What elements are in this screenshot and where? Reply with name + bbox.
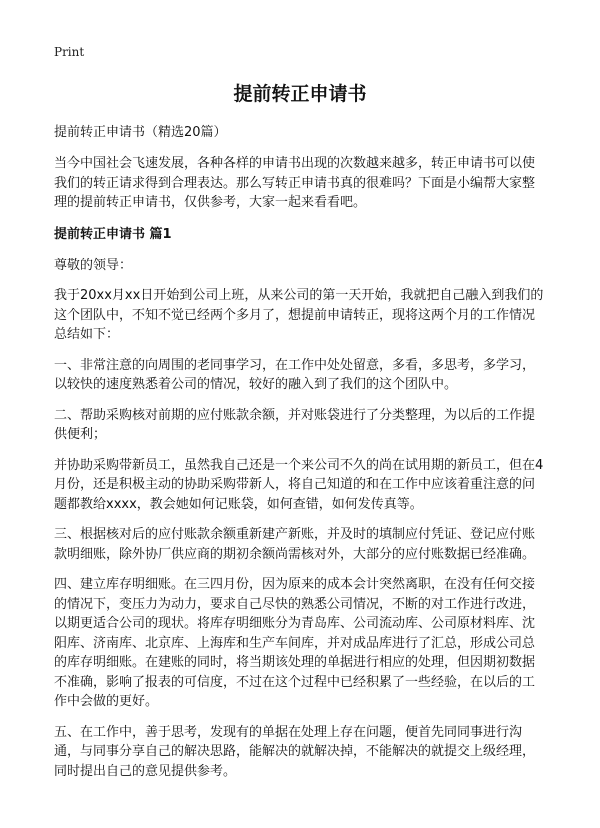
page-title: 提前转正申请书: [233, 83, 367, 105]
body-paragraph-6: 四、建立库存明细账。在三四月份，因为原来的成本会计突然离职，在没有任何交接的情况下，变压力为动力，要求自己尽快的熟悉公司情况，不断的对工作进行改进，以期更适合公司的现状。将库存明细账分为青岛库、公司流动库、公司原材料库、沈阳库、济南库、北京库、上海库和生产车间库，并对成品库进行了汇总，形成公司总的库存明细账。在建账的同时，将当期该处理的单据进行相应的处理，但因期初数据不准确，影响了报表的可信度，不过在这个过程中已经积累了一些经验，在以后的工作中会做的更好。: [54, 577, 536, 709]
body-paragraph-3: 二、帮助采购核对前期的应付账款余额，并对账袋进行了分类整理，为以后的工作提供便利；: [54, 407, 536, 442]
body-paragraph-5: 三、根据核对后的应付账款余额重新建产新账，并及时的填制应付凭证、登记应付账款明细账，除外协厂供应商的期初余额尚需核对外，大部分的应付账数据已经准确。: [54, 527, 536, 562]
body-paragraph-4: 并协助采购带新员工，虽然我自己还是一个来公司不久的尚在试用期的新员工，但在4月份，还是积极主动的协助采购带新人，将自己知道的和在工作中应该着重注意的问题都教给xxxx，教会她如何记账袋，如何查错，如何发传真等。: [54, 457, 544, 512]
salutation: 尊敬的领导：: [54, 257, 133, 273]
body-paragraph-1: 我于20xx月xx日开始到公司上班，从来公司的第一天开始，我就把自己融入到我们的这个团队中，不知不觉已经两个多月了，想提前申请转正，现将这两个月的工作情况总结如下：: [54, 288, 544, 342]
document-subtitle: 提前转正申请书（精选20篇）: [54, 125, 227, 140]
print-link[interactable]: Print: [54, 45, 85, 59]
section-heading: 提前转正申请书 篇1: [54, 226, 172, 242]
body-paragraph-7: 五、在工作中，善于思考，发现有的单据在处理上存在问题，便首先同同事进行沟通，与同事分享自己的解决思路，能解决的就解决掉，不能解决的就提交上级经理，同时提出自己的意见提供参考。: [54, 724, 536, 779]
intro-paragraph: 当今中国社会飞速发展，各种各样的申请书出现的次数越来越多，转正申请书可以使我们的转正请求得到合理表达。那么写转正申请书真的很难吗？下面是小编帮大家整理的提前转正申请书，仅供参考，大家一起来看看吧。: [54, 156, 536, 210]
body-paragraph-2: 一、非常注意的向周围的老同事学习，在工作中处处留意，多看，多思考，多学习，以较快的速度熟悉着公司的情况，较好的融入到了我们的这个团队中。: [54, 357, 536, 392]
